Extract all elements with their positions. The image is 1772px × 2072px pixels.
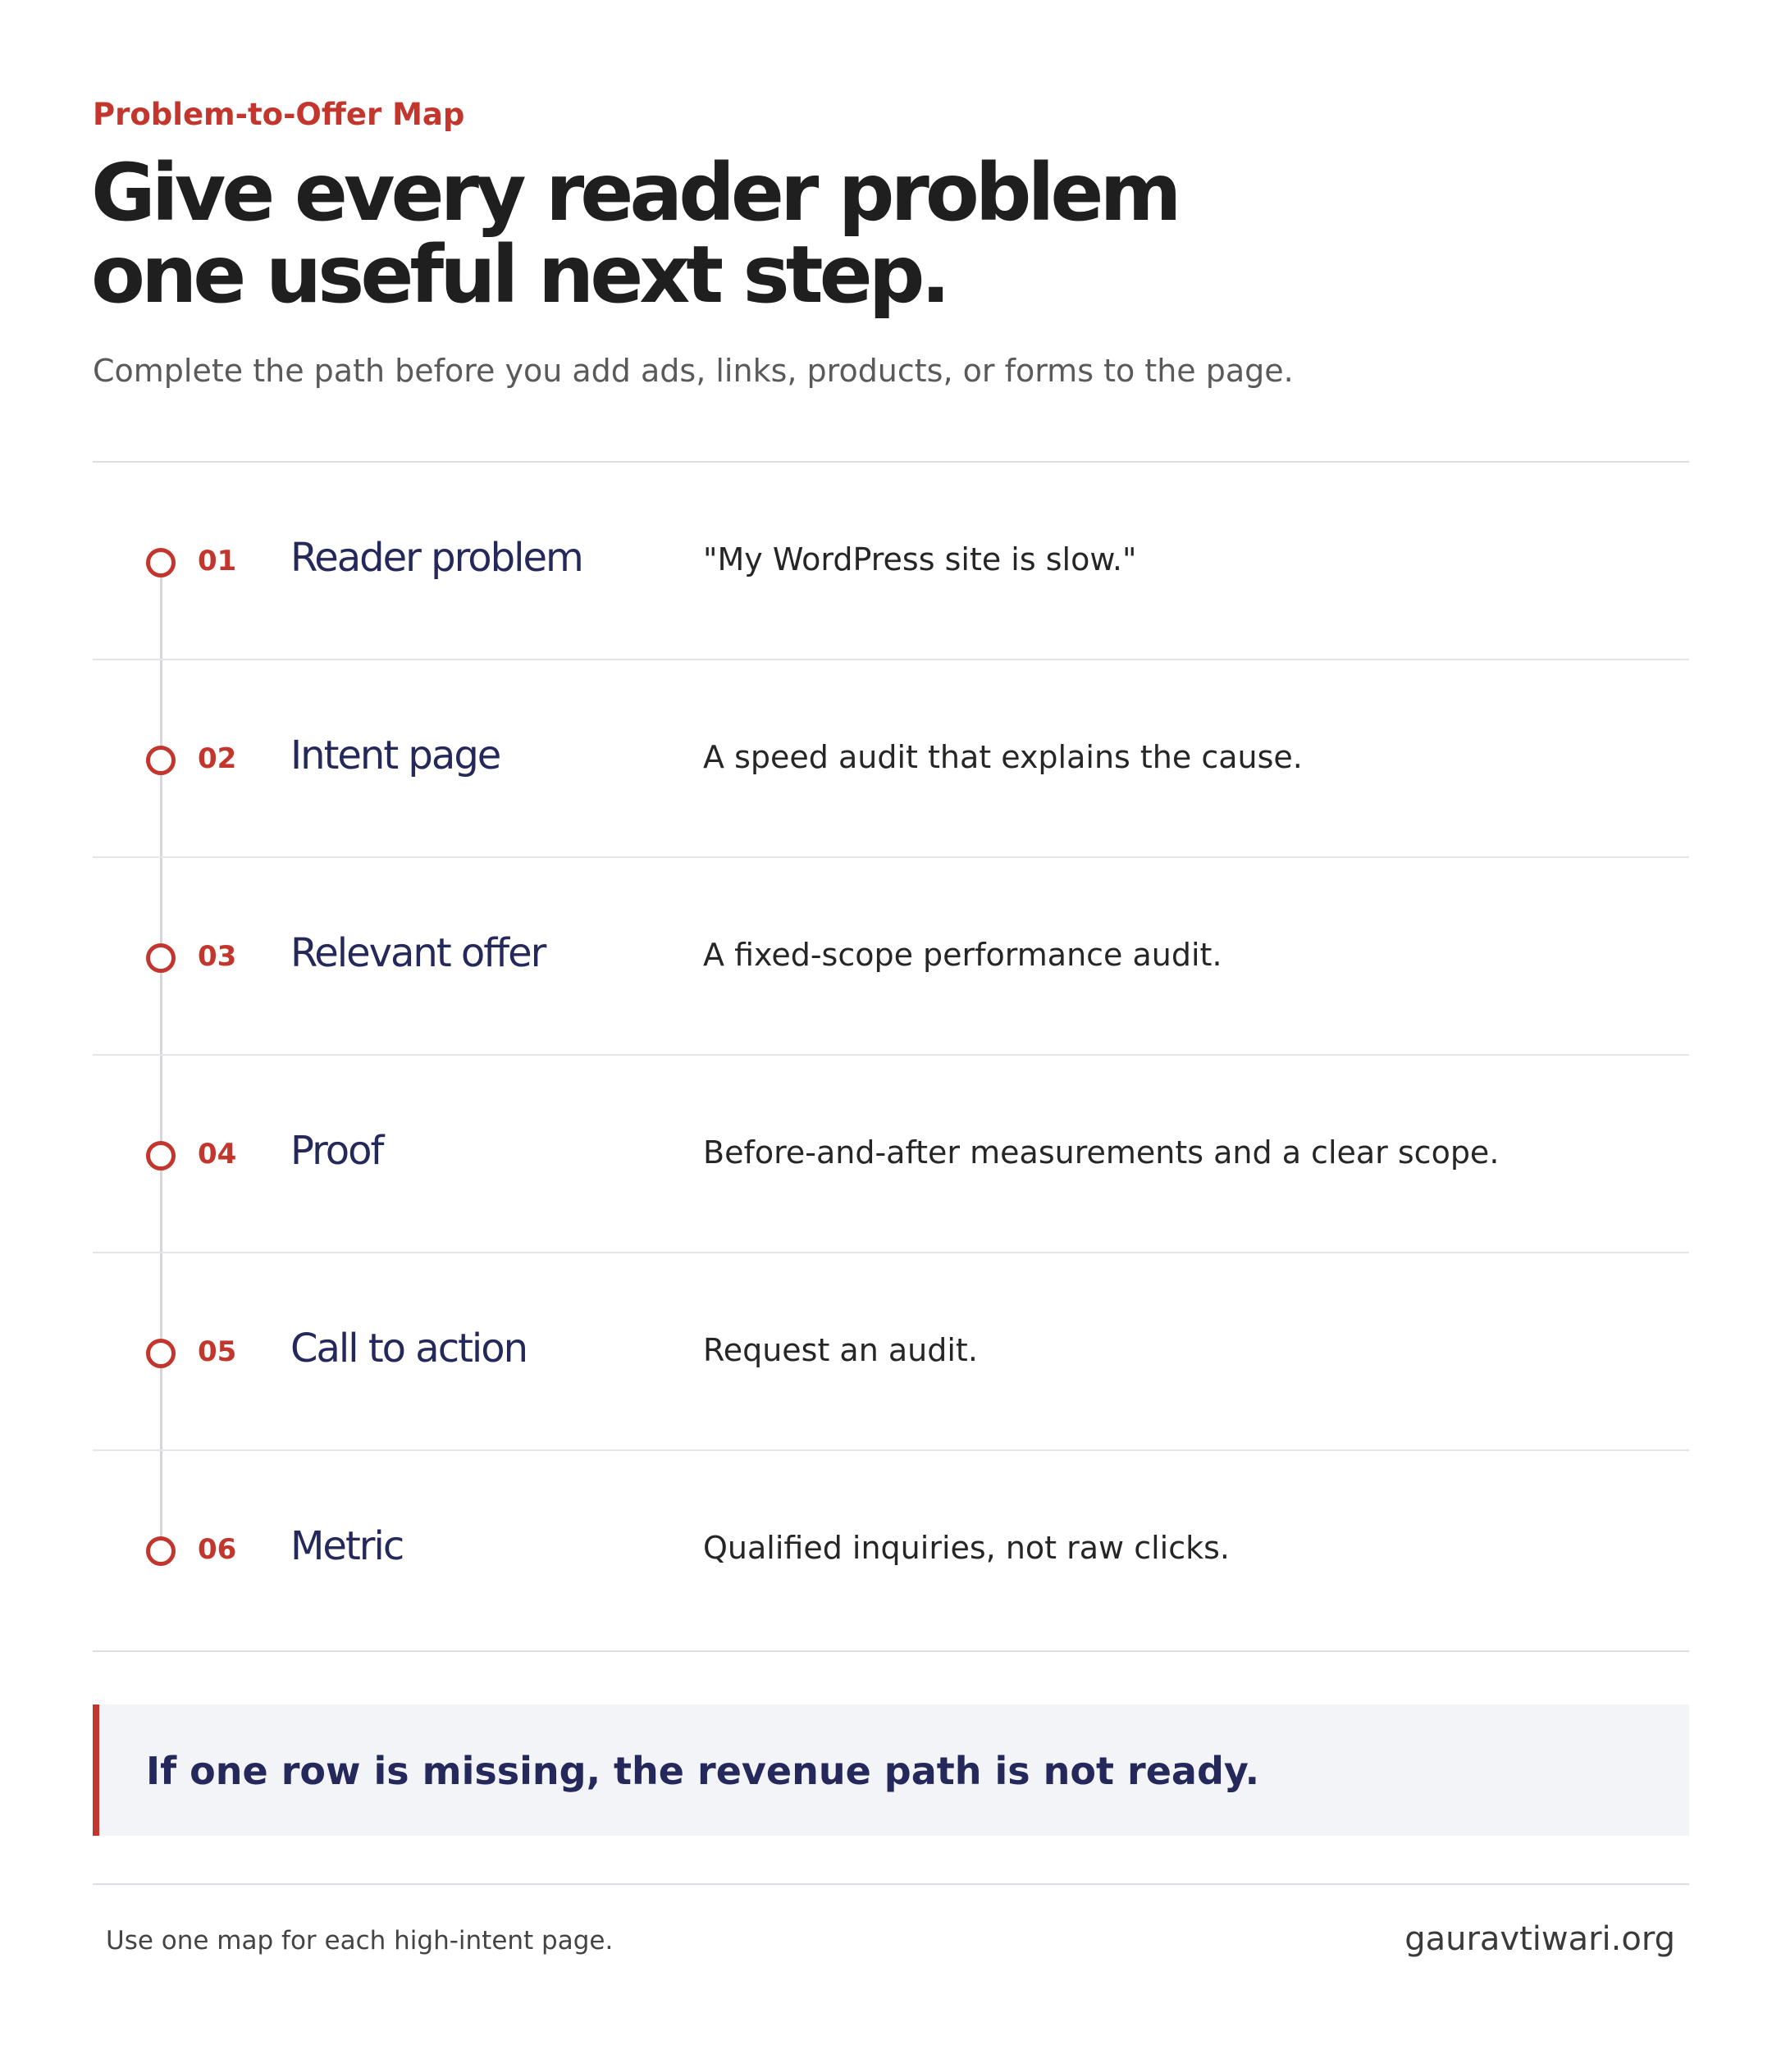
- step-circle-icon: [146, 548, 176, 577]
- step-title: Reader problem: [290, 535, 582, 581]
- step-circle-icon: [146, 1339, 176, 1368]
- step-row: [93, 463, 1689, 660]
- step-title: Proof: [290, 1128, 383, 1174]
- step-row: [93, 858, 1689, 1056]
- step-row: [93, 1056, 1689, 1253]
- step-circle-icon: [146, 746, 176, 775]
- callout-text: If one row is missing, the revenue path is not ready.: [146, 1749, 1260, 1793]
- step-title: Metric: [290, 1523, 404, 1569]
- step-title: Call to action: [290, 1326, 527, 1371]
- step-title: Relevant offer: [290, 930, 546, 976]
- footer-site-link[interactable]: gauravtiwari.org: [1404, 1920, 1675, 1958]
- step-description: "My WordPress site is slow.": [703, 541, 1137, 577]
- title-line-2: one useful next step.: [91, 229, 947, 321]
- title-line-1: Give every reader problem: [91, 147, 1178, 239]
- footer-divider: [93, 1883, 1689, 1885]
- step-number: 03: [198, 940, 237, 973]
- subtitle: Complete the path before you add ads, links, products, or forms to the page.: [93, 353, 1294, 389]
- step-description: A speed audit that explains the cause.: [703, 739, 1303, 775]
- step-row: [93, 1451, 1689, 1649]
- step-circle-icon: [146, 1141, 176, 1171]
- step-number: 06: [198, 1533, 237, 1566]
- step-number: 05: [198, 1335, 237, 1368]
- eyebrow-label: Problem-to-Offer Map: [93, 97, 465, 132]
- footer-note: Use one map for each high-intent page.: [106, 1926, 614, 1956]
- step-description: Qualified inquiries, not raw clicks.: [703, 1530, 1230, 1566]
- step-number: 02: [198, 742, 237, 775]
- step-number: 01: [198, 545, 237, 577]
- callout-box: [93, 1705, 1689, 1836]
- step-title: Intent page: [290, 733, 500, 778]
- page-title: [91, 147, 1568, 321]
- step-description: Before-and-after measurements and a clear scope.: [703, 1134, 1500, 1171]
- step-row: [93, 660, 1689, 858]
- step-row: [93, 1253, 1689, 1451]
- steps-list: [93, 463, 1689, 1649]
- step-circle-icon: [146, 1536, 176, 1566]
- step-number: 04: [198, 1138, 237, 1171]
- bottom-divider: [93, 1650, 1689, 1652]
- step-description: A fixed-scope performance audit.: [703, 937, 1222, 973]
- step-circle-icon: [146, 943, 176, 973]
- step-description: Request an audit.: [703, 1332, 978, 1368]
